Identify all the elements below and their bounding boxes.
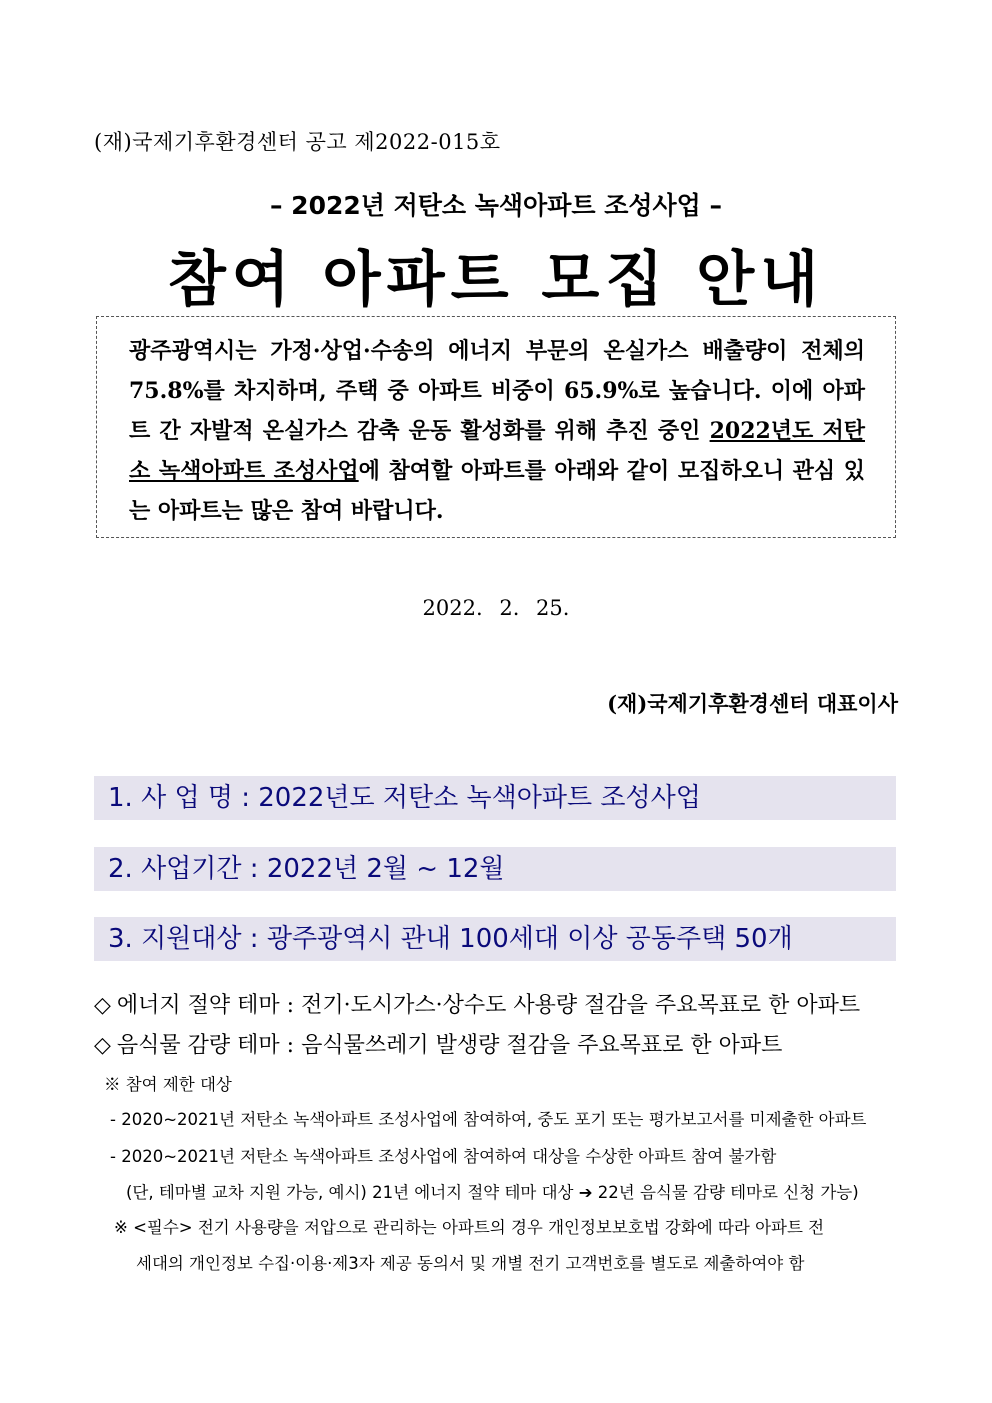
restriction-item: - 2020~2021년 저탄소 녹색아파트 조성사업에 참여하여, 중도 포기 또는 평가보고서를 미제출한 아파트 (110, 1110, 867, 1129)
announcement-date: 2022. 2. 25. (422, 596, 570, 620)
page-title: 참여 아파트 모집 안내 (167, 245, 825, 315)
section-project-name: 1. 사 업 명 : 2022년도 저탄소 녹색아파트 조성사업 (94, 776, 896, 820)
intro-text-start: 광주광역시는 가정·상업·수송의 에너지 부문의 온실가스 배출량이 전체의 75.8%를 차지하며, 주택 중 아파트 비중이 65.9%로 높습니다. 이에 아파트 간 자발적 온실가스 감축 운동 활성화를 위해 추진 중인 (129, 338, 865, 444)
restriction-heading: ※ 참여 제한 대상 (104, 1075, 232, 1094)
theme-food-text: 음식물 감량 테마 : 음식물쓰레기 발생량 절감을 주요목표로 한 아파트 (116, 1033, 783, 1058)
restriction-item: - 2020~2021년 저탄소 녹색아파트 조성사업에 참여하여 대상을 수상한 아파트 참여 불가함 (110, 1147, 777, 1166)
restriction-exception: (단, 테마별 교차 지원 가능, 예시) 21년 에너지 절약 테마 대상 ➔ 22년 음식물 감량 테마로 신청 가능) (126, 1183, 859, 1202)
section-project-period: 2. 사업기간 : 2022년 2월 ~ 12월 (94, 847, 896, 891)
subtitle: – 2022년 저탄소 녹색아파트 조성사업 – (269, 191, 723, 220)
intro-box (96, 316, 896, 538)
theme-energy-text: 에너지 절약 테마 : 전기·도시가스·상수도 사용량 절감을 주요목표로 한 아파트 (116, 993, 861, 1018)
diamond-bullet-icon: ◇ (94, 993, 111, 1018)
section-support-target: 3. 지원대상 : 광주광역시 관내 100세대 이상 공동주택 50개 (94, 917, 896, 961)
required-note-line2: 세대의 개인정보 수집·이용·제3자 제공 동의서 및 개별 전기 고객번호를 별도로 제출하여야 함 (136, 1254, 805, 1273)
intro-text-end: 에 참여할 아파트를 아래와 같이 모집하오니 관심 있는 아파트는 많은 참여 바랍니다. (129, 458, 865, 524)
theme-energy (94, 988, 860, 1019)
intro-underlined-project: 2022년도 저탄소 녹색아파트 조성사업 (129, 418, 865, 484)
required-note-line1: ※ <필수> 전기 사용량을 저압으로 관리하는 아파트의 경우 개인정보보호법 강화에 따라 아파트 전 (114, 1218, 825, 1237)
theme-food (94, 1028, 782, 1059)
notice-number: (재)국제기후환경센터 공고 제2022-015호 (94, 130, 501, 154)
signer: (재)국제기후환경센터 대표이사 (607, 691, 898, 716)
diamond-bullet-icon: ◇ (94, 1033, 111, 1058)
